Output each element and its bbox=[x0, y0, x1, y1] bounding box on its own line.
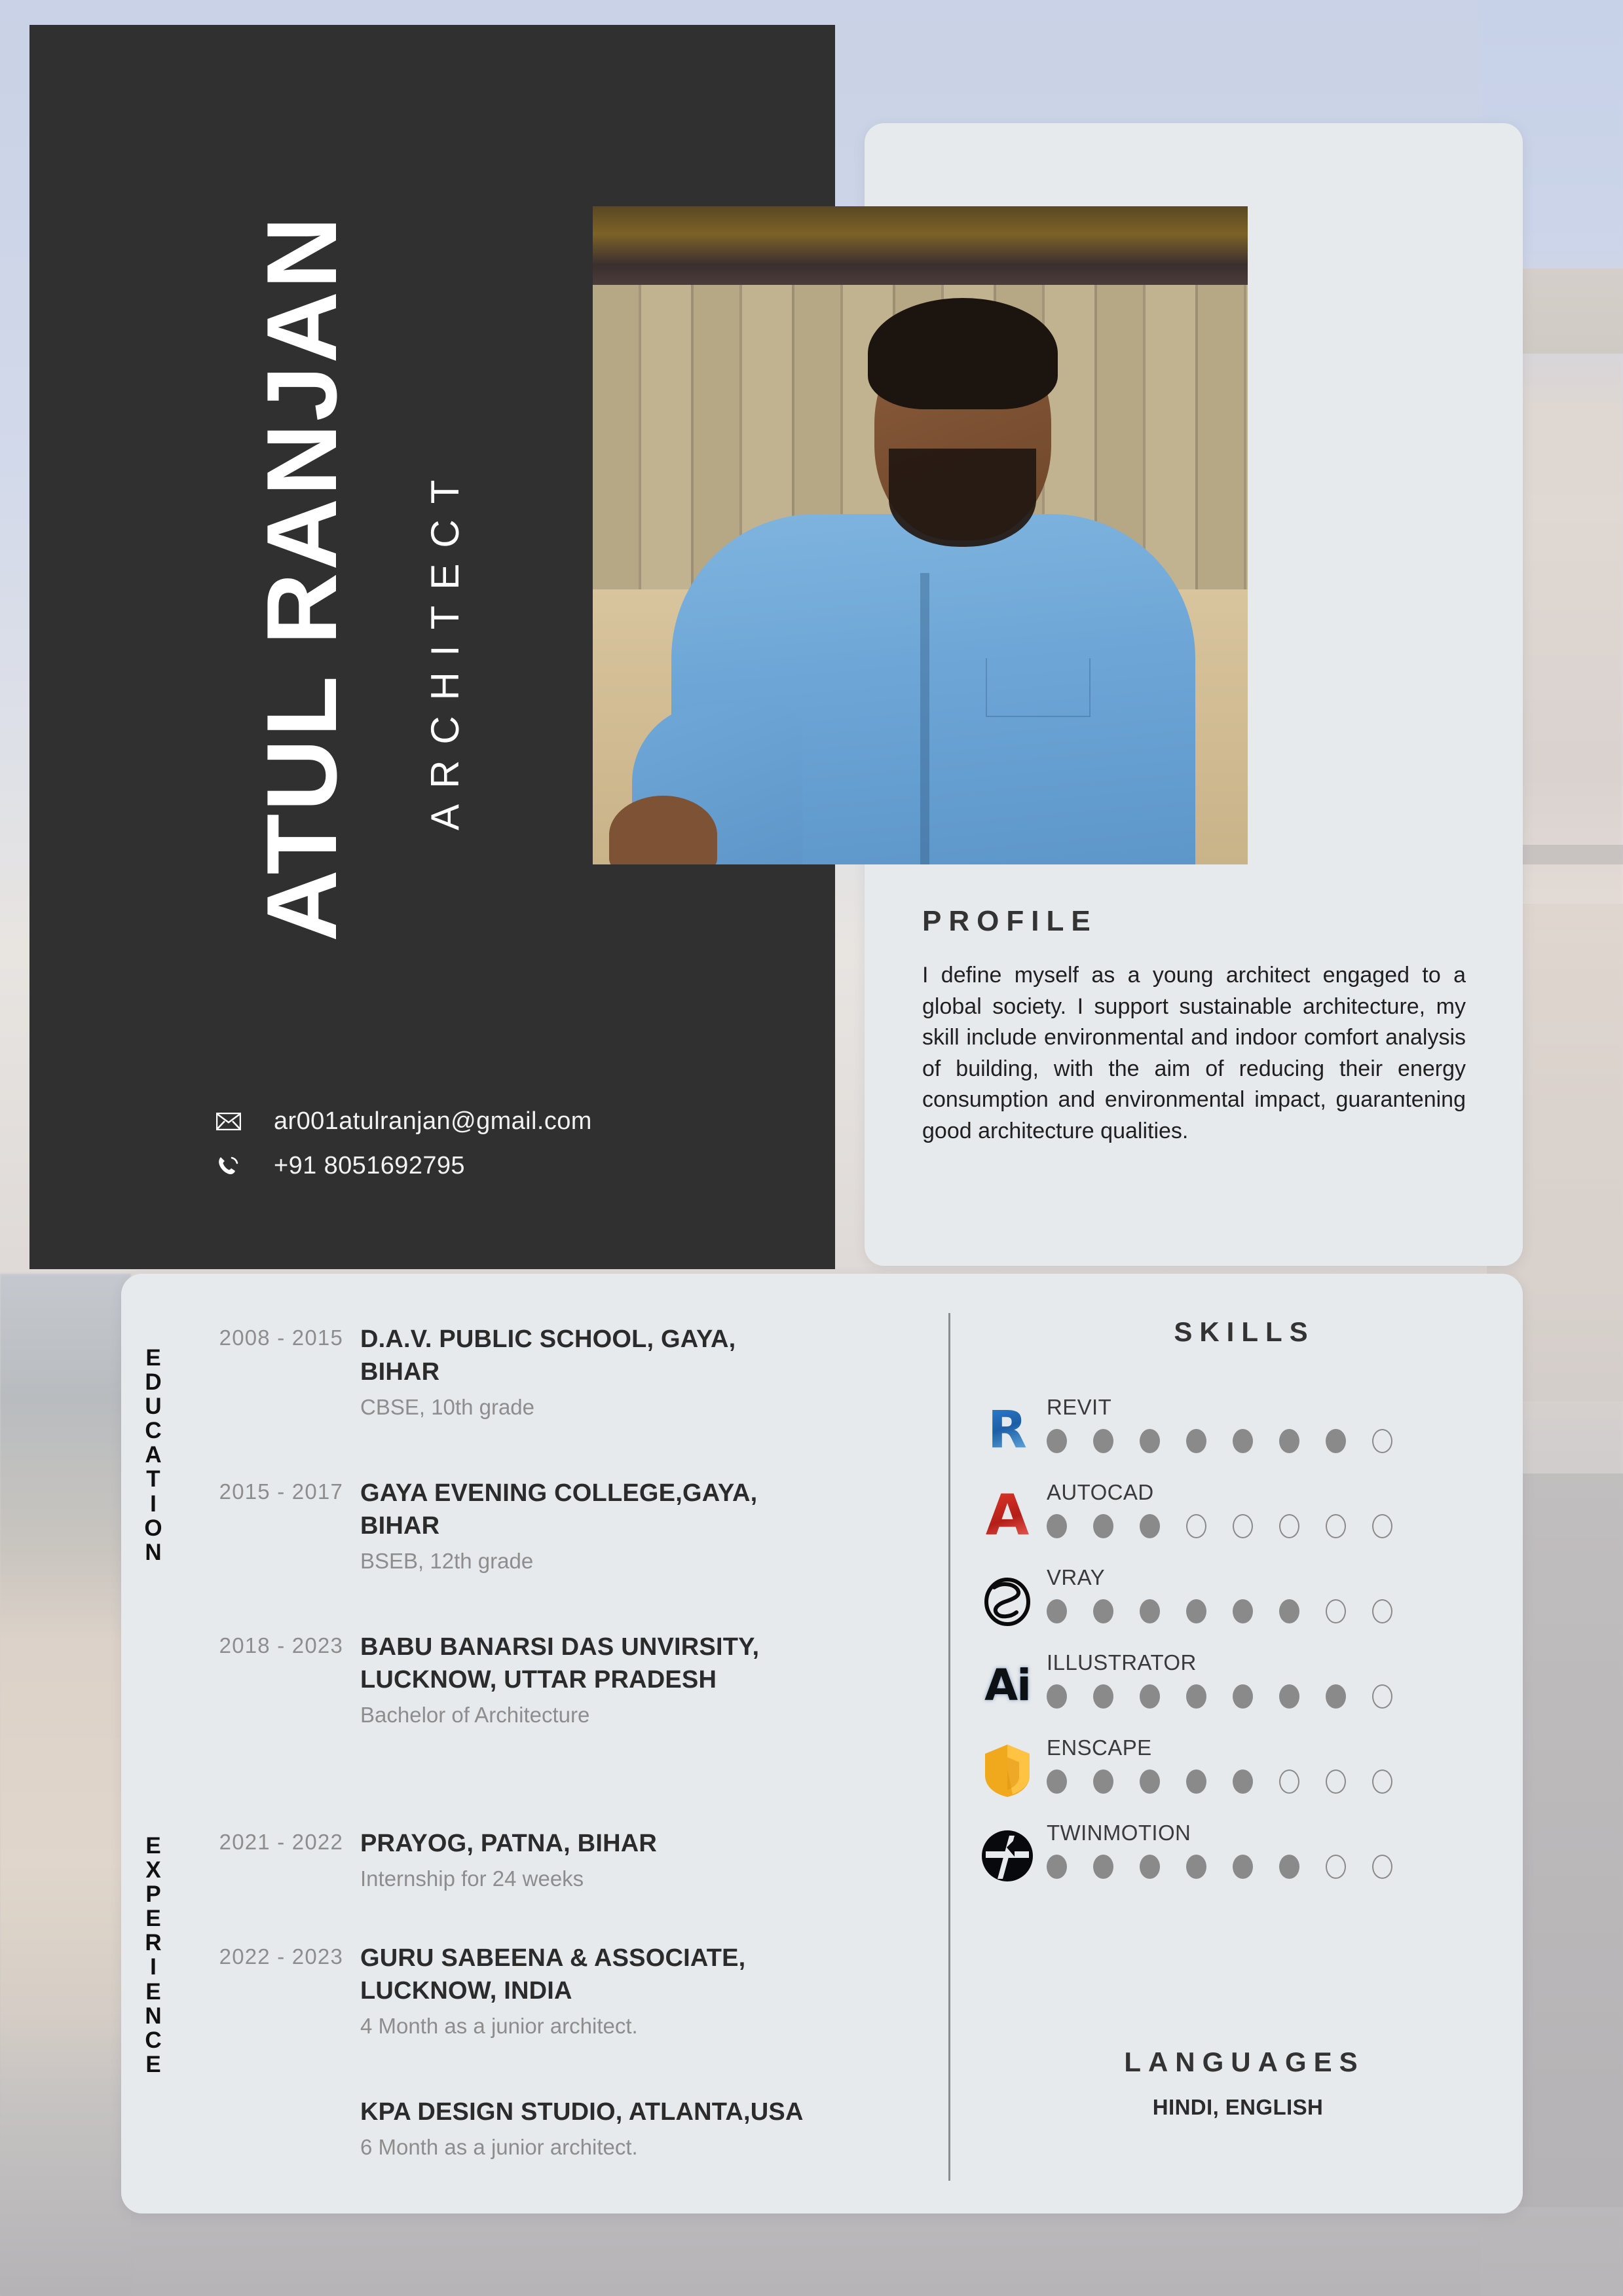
rating-dot-empty bbox=[1326, 1599, 1346, 1623]
rating-dot-filled bbox=[1047, 1684, 1067, 1709]
rating-dot-filled bbox=[1279, 1855, 1299, 1879]
vertical-letter: P bbox=[145, 1881, 161, 1908]
skill-name: ENSCAPE bbox=[1047, 1735, 1152, 1760]
photo-person-beard bbox=[889, 449, 1036, 547]
rating-dot-filled bbox=[1093, 1769, 1113, 1794]
entry-subtitle: CBSE, 10th grade bbox=[360, 1395, 534, 1420]
vertical-letter: I bbox=[150, 1954, 157, 1980]
skill-name: TWINMOTION bbox=[1047, 1821, 1191, 1845]
twinmotion-glyph bbox=[980, 1829, 1034, 1883]
envelope-icon bbox=[216, 1113, 252, 1130]
entry-subtitle: 4 Month as a junior architect. bbox=[360, 2014, 638, 2039]
photo-shirt-placket bbox=[920, 573, 929, 864]
enscape-glyph bbox=[981, 1743, 1034, 1799]
rating-dot-filled bbox=[1093, 1514, 1113, 1538]
profile-photo bbox=[593, 206, 1248, 864]
photo-shirt-pocket bbox=[986, 658, 1091, 717]
rating-dot-empty bbox=[1279, 1514, 1299, 1538]
skill-rating bbox=[1047, 1429, 1392, 1453]
twinmotion-icon bbox=[976, 1824, 1039, 1887]
vertical-letter: R bbox=[145, 1930, 162, 1956]
entry-date: 2015 - 2017 bbox=[219, 1479, 343, 1504]
rating-dot-empty bbox=[1326, 1769, 1346, 1794]
entry-body bbox=[360, 1827, 819, 1893]
rating-dot-filled bbox=[1326, 1429, 1346, 1453]
rating-dot-filled bbox=[1233, 1769, 1253, 1794]
skill-name: ILLUSTRATOR bbox=[1047, 1650, 1197, 1675]
vertical-letter: E bbox=[145, 1906, 161, 1932]
enscape-icon bbox=[976, 1739, 1039, 1802]
rating-dot-empty bbox=[1372, 1429, 1392, 1453]
rating-dot-empty bbox=[1279, 1769, 1299, 1794]
vertical-letter: E bbox=[145, 1833, 161, 1859]
skill-row bbox=[976, 1646, 1500, 1731]
contact-email-row[interactable] bbox=[216, 1099, 592, 1143]
vray-icon bbox=[976, 1569, 1039, 1632]
rating-dot-filled bbox=[1140, 1429, 1160, 1453]
background-photo-left bbox=[0, 1274, 131, 2296]
entry-title: BABU BANARSI DAS UNVIRSITY, LUCKNOW, UTTAR PRADESH bbox=[360, 1633, 760, 1694]
skill-name: AUTOCAD bbox=[1047, 1480, 1154, 1504]
rating-dot-empty bbox=[1372, 1855, 1392, 1879]
vertical-letter: E bbox=[145, 2051, 161, 2077]
vertical-letter: D bbox=[145, 1369, 162, 1396]
vertical-letter: X bbox=[145, 1857, 161, 1883]
contact-phone-row[interactable] bbox=[216, 1143, 592, 1188]
entry-subtitle: 6 Month as a junior architect. bbox=[360, 2135, 638, 2160]
rating-dot-filled bbox=[1326, 1684, 1346, 1709]
rating-dot-filled bbox=[1186, 1855, 1206, 1879]
entry-date: 2021 - 2022 bbox=[219, 1830, 343, 1854]
entry-date: 2022 - 2023 bbox=[219, 1944, 343, 1969]
vertical-letter: N bbox=[145, 1539, 162, 1565]
skill-row bbox=[976, 1391, 1500, 1476]
rating-dot-filled bbox=[1140, 1514, 1160, 1538]
experience-label bbox=[138, 1834, 169, 2077]
experience-entry bbox=[190, 1827, 819, 1893]
skills-section bbox=[976, 1316, 1500, 1902]
contact-block bbox=[216, 1099, 592, 1188]
name-block bbox=[29, 25, 467, 968]
rating-dot-filled bbox=[1140, 1684, 1160, 1709]
entry-title: PRAYOG, PATNA, BIHAR bbox=[360, 1830, 658, 1857]
entry-body bbox=[360, 1631, 819, 1730]
rating-dot-filled bbox=[1279, 1429, 1299, 1453]
rating-dot-empty bbox=[1372, 1599, 1392, 1623]
full-name: ATUL RANJAN bbox=[246, 214, 358, 942]
languages-section bbox=[976, 2046, 1500, 2120]
entry-body bbox=[360, 2096, 819, 2162]
rating-dot-filled bbox=[1140, 1769, 1160, 1794]
rating-dot-filled bbox=[1047, 1599, 1067, 1623]
languages-value: HINDI, ENGLISH bbox=[1152, 2095, 1324, 2119]
rating-dot-empty bbox=[1233, 1514, 1253, 1538]
vertical-letter: C bbox=[145, 2027, 162, 2053]
experience-entry bbox=[190, 1942, 819, 2041]
entry-title: GAYA EVENING COLLEGE,GAYA, BIHAR bbox=[360, 1479, 758, 1540]
skill-row bbox=[976, 1561, 1500, 1646]
languages-heading: LANGUAGES bbox=[1124, 2046, 1365, 2077]
profile-section bbox=[922, 905, 1466, 1147]
revit-glyph: R bbox=[987, 1401, 1028, 1460]
illustrator-glyph: Ai bbox=[984, 1660, 1030, 1711]
rating-dot-filled bbox=[1186, 1769, 1206, 1794]
email-value: ar001atulranjan@gmail.com bbox=[274, 1107, 592, 1135]
rating-dot-empty bbox=[1372, 1769, 1392, 1794]
skill-row bbox=[976, 1731, 1500, 1817]
vertical-letter: T bbox=[146, 1466, 160, 1492]
rating-dot-filled bbox=[1279, 1684, 1299, 1709]
vertical-letter: A bbox=[145, 1442, 162, 1468]
skill-row bbox=[976, 1476, 1500, 1561]
vertical-letter: U bbox=[145, 1394, 162, 1420]
rating-dot-filled bbox=[1047, 1429, 1067, 1453]
phone-value: +91 8051692795 bbox=[274, 1151, 465, 1179]
rating-dot-empty bbox=[1372, 1684, 1392, 1709]
rating-dot-empty bbox=[1326, 1855, 1346, 1879]
vertical-letter: C bbox=[145, 1418, 162, 1444]
vray-glyph bbox=[980, 1573, 1035, 1628]
rating-dot-filled bbox=[1233, 1855, 1253, 1879]
entry-title: KPA DESIGN STUDIO, ATLANTA,USA bbox=[360, 2098, 804, 2126]
vertical-letter: I bbox=[150, 1491, 157, 1517]
photo-person-hair bbox=[868, 298, 1058, 409]
revit-icon bbox=[976, 1399, 1039, 1462]
entry-date bbox=[190, 2096, 360, 2162]
skill-rating bbox=[1047, 1514, 1392, 1538]
photo-ceiling-band bbox=[593, 206, 1248, 285]
vertical-letter: E bbox=[145, 1345, 161, 1371]
rating-dot-filled bbox=[1186, 1684, 1206, 1709]
skill-rating bbox=[1047, 1599, 1392, 1623]
rating-dot-filled bbox=[1093, 1599, 1113, 1623]
skill-rating bbox=[1047, 1769, 1392, 1794]
vertical-letter: E bbox=[145, 1978, 161, 2005]
rating-dot-filled bbox=[1186, 1429, 1206, 1453]
illustrator-icon bbox=[976, 1654, 1039, 1717]
entry-body bbox=[360, 1323, 819, 1422]
skills-list bbox=[976, 1391, 1500, 1902]
rating-dot-empty bbox=[1186, 1514, 1206, 1538]
entry-subtitle: Bachelor of Architecture bbox=[360, 1703, 590, 1728]
rating-dot-filled bbox=[1233, 1429, 1253, 1453]
entry-title: GURU SABEENA & ASSOCIATE, LUCKNOW, INDIA bbox=[360, 1944, 746, 2005]
vertical-letter: N bbox=[145, 2003, 162, 2029]
education-entry bbox=[190, 1631, 819, 1730]
job-title: ARCHITECT bbox=[423, 464, 467, 830]
skills-heading: SKILLS bbox=[1174, 1316, 1315, 1347]
phone-icon bbox=[216, 1155, 252, 1177]
education-label bbox=[138, 1346, 169, 1565]
education-entry bbox=[190, 1477, 819, 1576]
entry-date: 2008 - 2015 bbox=[219, 1325, 343, 1350]
rating-dot-filled bbox=[1093, 1429, 1113, 1453]
experience-entry bbox=[190, 2096, 819, 2162]
profile-heading: PROFILE bbox=[922, 905, 1098, 937]
entry-body bbox=[360, 1942, 819, 2041]
skill-rating bbox=[1047, 1855, 1392, 1879]
column-divider bbox=[948, 1313, 950, 2181]
rating-dot-filled bbox=[1279, 1599, 1299, 1623]
rating-dot-filled bbox=[1233, 1684, 1253, 1709]
vertical-letter: O bbox=[144, 1515, 162, 1541]
autocad-glyph: A bbox=[985, 1483, 1030, 1548]
profile-text: I define myself as a young architect engaged to a global society. I support sustainable architecture, my skill include environmental and indoor comfort analysis of building, with the aim of reducing their energy consumption and environmental impact, guarantening good architecture qualities. bbox=[922, 963, 1466, 1143]
skill-name: VRAY bbox=[1047, 1565, 1106, 1589]
rating-dot-filled bbox=[1233, 1599, 1253, 1623]
skill-row bbox=[976, 1817, 1500, 1902]
entry-title: D.A.V. PUBLIC SCHOOL, GAYA, BIHAR bbox=[360, 1325, 736, 1386]
rating-dot-filled bbox=[1047, 1855, 1067, 1879]
entry-subtitle: Internship for 24 weeks bbox=[360, 1866, 584, 1891]
entry-date: 2018 - 2023 bbox=[219, 1633, 343, 1657]
rating-dot-filled bbox=[1047, 1514, 1067, 1538]
rating-dot-empty bbox=[1326, 1514, 1346, 1538]
education-entry bbox=[190, 1323, 819, 1422]
rating-dot-filled bbox=[1047, 1769, 1067, 1794]
autocad-icon bbox=[976, 1484, 1039, 1547]
rating-dot-empty bbox=[1372, 1514, 1392, 1538]
rating-dot-filled bbox=[1093, 1855, 1113, 1879]
rating-dot-filled bbox=[1186, 1599, 1206, 1623]
rating-dot-filled bbox=[1093, 1684, 1113, 1709]
skill-rating bbox=[1047, 1684, 1392, 1709]
rating-dot-filled bbox=[1140, 1855, 1160, 1879]
entry-subtitle: BSEB, 12th grade bbox=[360, 1549, 534, 1574]
entry-body bbox=[360, 1477, 819, 1576]
rating-dot-filled bbox=[1140, 1599, 1160, 1623]
skill-name: REVIT bbox=[1047, 1395, 1112, 1419]
